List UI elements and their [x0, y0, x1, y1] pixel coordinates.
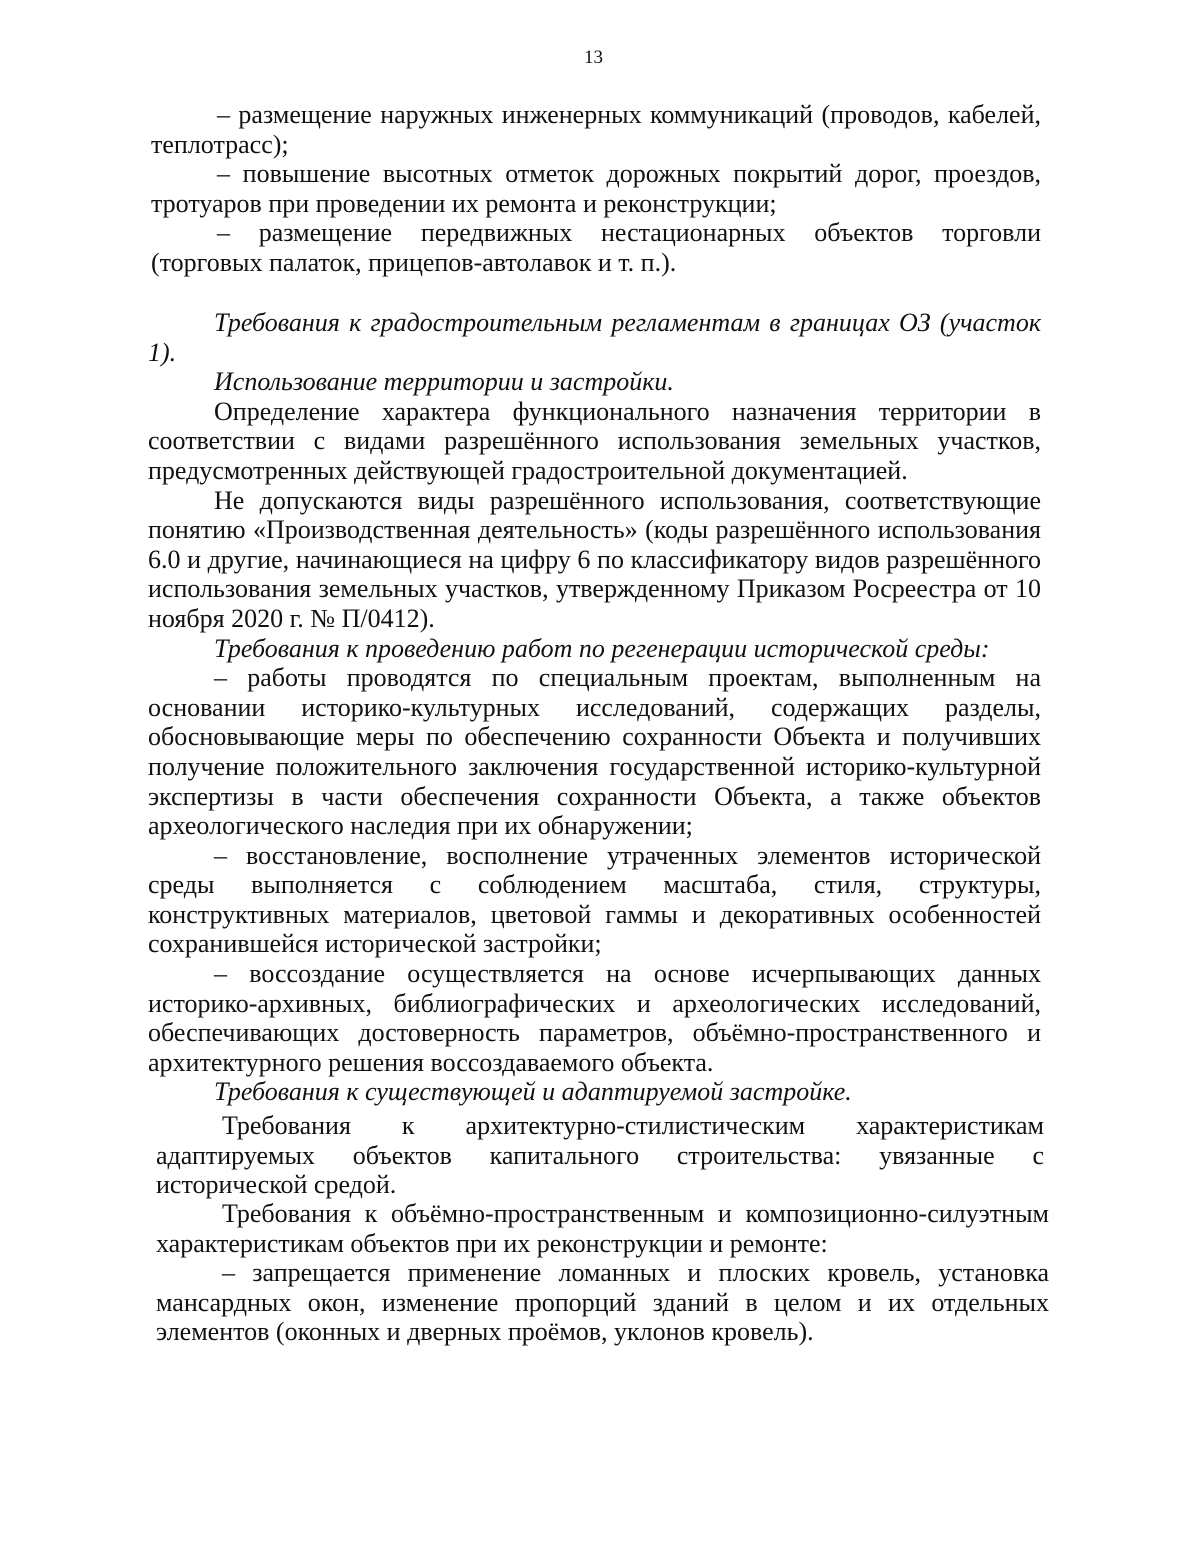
list-item: – запрещается применение ломанных и плоских кровель, установка мансардных окон, изменение пропорций зданий в целом и их отдельных элементов (оконных и дверных проёмов, уклонов кровель). — [156, 1258, 1049, 1347]
volumetric-requirements — [156, 1199, 1049, 1347]
zone-requirements-section — [148, 308, 1041, 1107]
subsection-heading: Требования к существующей и адаптируемой застройке. — [214, 1077, 852, 1107]
list-item: – восстановление, восполнение утраченных элементов исторической среды выполняется с соблюдением масштаба, стиля, структуры, конструктивных материалов, цветовой гаммы и декоративных особенностей сохранившейся исторической застройки; — [148, 840, 1041, 959]
subsection-heading: Требования к проведению работ по регенерации исторической среды: — [214, 633, 990, 663]
list-item: – повышение высотных отметок дорожных покрытий дорог, проездов, тротуаров при проведении их ремонта и реконструкции; — [151, 159, 1041, 218]
list-item: – работы проводятся по специальным проектам, выполненным на основании историко-культурных исследований, содержащих разделы, обосновывающие меры по обеспечению сохранности Объекта и получивших получение положительного заключения государственной историко-культурной экспертизы в части обеспечения сохранности Объекта, а также объектов археологического наследия при их обнаружении; — [148, 663, 1041, 841]
list-item: – размещение наружных инженерных коммуникаций (проводов, кабелей, теплотрасс); — [151, 100, 1041, 159]
restrictions-list — [151, 100, 1041, 278]
paragraph: Требования к архитектурно-стилистическим характеристикам адаптируемых объектов капитального строительства: увязанные с исторической средой. — [156, 1111, 1044, 1200]
architectural-requirements — [156, 1111, 1044, 1200]
section-heading: Требования к градостроительным регламентам в границах ОЗ (участок 1). — [148, 308, 1041, 367]
paragraph: Не допускаются виды разрешённого использования, соответствующие понятию «Производственная деятельность» (коды разрешённого использования 6.0 и другие, начинающиеся на цифру 6 по классификатору видов разрешённого использования земельных участков, утвержденному Приказом Росреестра от 10 ноября 2020 г. № П/0412). — [148, 485, 1041, 633]
paragraph: Определение характера функционального назначения территории в соответствии с видами разрешённого использования земельных участков, предусмотренных действующей градостроительной документацией. — [148, 396, 1041, 485]
subsection-heading: Использование территории и застройки. — [214, 367, 674, 397]
list-item: – воссоздание осуществляется на основе исчерпывающих данных историко-архивных, библиографических и археологических исследований, обеспечивающих достоверность параметров, объёмно-пространственного и архитектурного решения воссоздаваемого объекта. — [148, 959, 1041, 1077]
paragraph: Требования к объёмно-пространственным и композиционно-силуэтным характеристикам объектов при их реконструкции и ремонте: — [156, 1199, 1049, 1258]
list-item: – размещение передвижных нестационарных объектов торговли (торговых палаток, прицепов-автолавок и т. п.). — [151, 218, 1041, 277]
page-number: 13 — [584, 47, 603, 68]
